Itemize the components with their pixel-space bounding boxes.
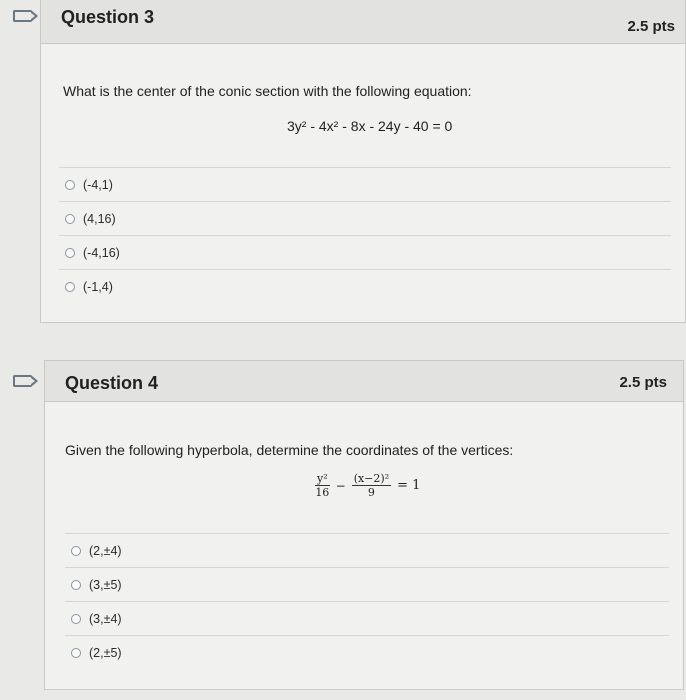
fraction [315, 472, 330, 499]
radio-button-icon[interactable] [71, 614, 81, 624]
answer-option[interactable] [59, 235, 671, 269]
question-title: Question 4 [65, 373, 159, 393]
radio-button-icon[interactable] [65, 180, 75, 190]
minus-sign: − [335, 478, 346, 493]
option-label: (-4,16) [83, 245, 120, 260]
answer-option[interactable] [59, 167, 671, 201]
fraction-numerator: (x−2)² [353, 472, 390, 485]
option-label: (-4,1) [83, 177, 113, 192]
radio-button-icon[interactable] [65, 282, 75, 292]
answer-option[interactable] [65, 533, 669, 567]
option-label: (2,±5) [89, 645, 122, 660]
radio-button-icon[interactable] [71, 546, 81, 556]
radio-button-icon[interactable] [71, 648, 81, 658]
option-label: (4,16) [83, 211, 116, 226]
fraction-numerator: y² [317, 472, 328, 485]
question-header [45, 361, 683, 402]
flag-question-icon[interactable] [13, 375, 31, 387]
answer-option[interactable] [59, 201, 671, 235]
fraction-denominator: 16 [315, 486, 330, 499]
answer-option[interactable] [65, 567, 669, 601]
radio-button-icon[interactable] [65, 214, 75, 224]
hyperbola-equation [315, 472, 420, 499]
flag-question-icon[interactable] [13, 10, 31, 22]
question-title: Question 3 [61, 7, 155, 27]
question-prompt: What is the center of the conic section with the following equation: [63, 83, 472, 99]
question-card [44, 360, 684, 690]
answer-option[interactable] [65, 601, 669, 635]
question-points: 2.5 pts [627, 18, 675, 35]
answer-option[interactable] [59, 269, 671, 303]
question-prompt: Given the following hyperbola, determine the coordinates of the vertices: [65, 442, 514, 458]
question-points: 2.5 pts [619, 374, 667, 391]
radio-button-icon[interactable] [71, 580, 81, 590]
option-label: (3,±4) [89, 611, 122, 626]
option-label: (2,±4) [89, 543, 122, 558]
equation: 3y² - 4x² - 8x - 24y - 40 = 0 [287, 118, 453, 134]
equation-rhs: = 1 [397, 478, 421, 493]
fraction [352, 472, 391, 499]
option-label: (3,±5) [89, 577, 122, 592]
answer-option[interactable] [65, 635, 669, 669]
radio-button-icon[interactable] [65, 248, 75, 258]
question-card [40, 0, 686, 323]
fraction-denominator: 9 [367, 486, 375, 499]
option-label: (-1,4) [83, 279, 113, 294]
question-header [41, 0, 685, 44]
